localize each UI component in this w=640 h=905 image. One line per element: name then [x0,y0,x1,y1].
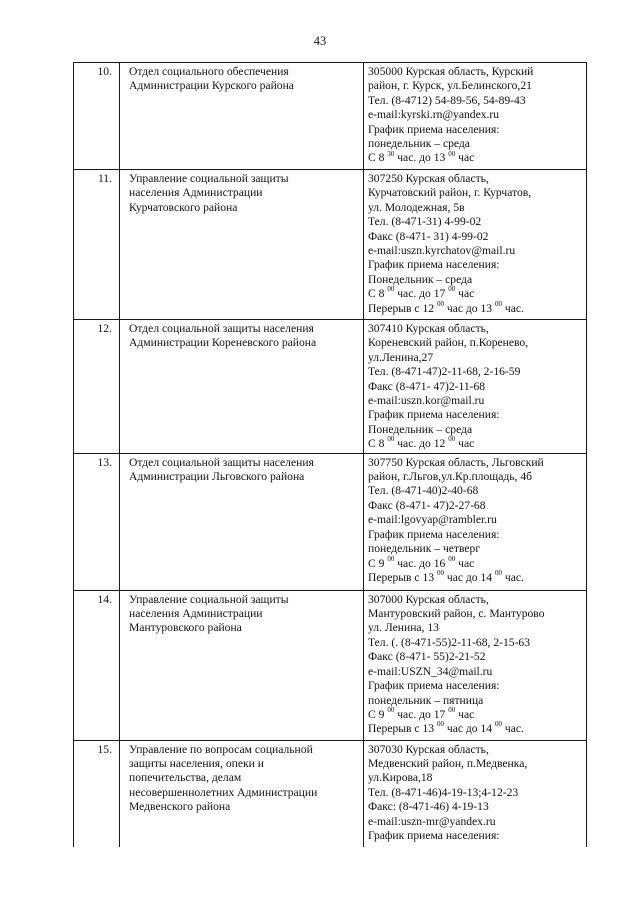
office-name-line: Отдел социальной защиты населения [129,455,314,469]
schedule-text: С 9 [368,707,388,721]
schedule-text: час. до 12 [394,437,449,451]
office-name [120,453,364,590]
table-row [74,453,587,590]
time-minutes-superscript: 00 [448,706,456,715]
row-number: 11. [74,170,120,320]
schedule-text: час. до 17 [394,287,449,301]
time-minutes-superscript: 00 [436,299,444,308]
contact-line: График приема населения: [368,258,500,272]
contact-line: График приема населения: [368,679,500,693]
contact-line: Медвенский район, п.Медвенка, [368,757,528,771]
office-name-line: Курчатовского района [129,200,238,214]
office-name-line: Администрации Льговского района [129,470,305,484]
time-minutes-superscript: 00 [448,554,456,563]
contact-line: Кореневский район, п.Коренево, [368,336,529,350]
office-name [120,170,364,320]
office-name-line: Администрации Курского района [129,79,294,93]
office-contacts [364,170,587,320]
office-contacts [364,453,587,590]
social-protection-offices-table [73,62,587,847]
contact-line [368,151,584,165]
contact-line: 307030 Курская область, [368,742,489,756]
contact-line: Тел. (8-471-31) 4-99-02 [368,215,482,229]
office-name-line: Администрации Кореневского района [129,336,317,350]
contact-line: e-mail:uszn.kyrchatov@mail.ru [368,244,516,258]
row-number: 10. [74,63,120,170]
time-minutes-superscript: 00 [436,569,444,578]
contact-line: Факс (8-471- 47)2-27-68 [368,498,486,512]
table-row [74,170,587,320]
schedule-text: час до 13 [443,301,495,315]
contact-line: понедельник – среда [368,137,470,151]
row-number: 14. [74,590,120,740]
table-body [74,63,587,847]
office-contacts [364,740,587,847]
contact-line [368,722,584,736]
contact-line: понедельник – пятница [368,693,484,707]
schedule-text: час. до 13 [394,151,449,165]
contact-line: район, г.Льгов,ул.Кр.площадь, 4б [368,470,533,484]
row-number: 15. [74,740,120,847]
contact-line: ул.Кирова,18 [368,771,433,785]
contact-line: Понедельник – среда [368,272,473,286]
schedule-text: час. [501,570,524,584]
contact-line [368,299,584,316]
contact-line [368,708,584,722]
contact-line: Факс (8-471- 55)2-21-52 [368,650,486,664]
schedule-text: Перерыв с 12 [368,301,437,315]
schedule-text: С 8 [368,437,388,451]
table-row [74,590,587,740]
office-name [120,63,364,170]
contact-line: Курчатовский район, г. Курчатов, [368,186,532,200]
schedule-text: час [455,707,475,721]
schedule-text: час [455,437,475,451]
contact-line: Факс (8-471- 47)2-11-68 [368,379,486,393]
schedule-text: час. [501,301,524,315]
office-name-line: несовершеннолетних Администрации [129,785,318,799]
contact-line: e-mail:lgovyap@rambler.ru [368,513,497,527]
office-name-line: Управление по вопросам социальной [129,742,313,756]
contact-line: район, г. Курск, ул.Белинского,21 [368,79,532,93]
office-contacts [364,590,587,740]
office-contacts [364,63,587,170]
contact-line: Понедельник – среда [368,422,473,436]
schedule-text: час [455,556,475,570]
contact-line: График приема населения: [368,829,500,843]
time-minutes-superscript: 00 [436,720,444,729]
schedule-text: Перерыв с 13 [368,570,437,584]
contact-line [368,571,584,585]
contact-line: 307410 Курская область, [368,322,489,335]
contact-line: ул. Молодежная, 5в [368,200,465,214]
schedule-text: Перерыв с 13 [368,722,437,736]
time-minutes-superscript: 00 [494,299,502,308]
contact-line: понедельник – четверг [368,542,481,556]
contact-line: Тел. (8-471-40)2-40-68 [368,484,479,498]
contact-line: e-mail:uszn.kor@mail.ru [368,394,485,408]
schedule-text: С 8 [368,287,388,301]
table-row [74,740,587,847]
schedule-text: С 9 [368,556,388,570]
contact-line: ул. Ленина, 13 [368,621,439,635]
contact-line: 305000 Курская область, Курский [368,65,534,78]
office-name-line: попечительства, делам [129,771,242,785]
schedule-text: час [455,287,475,301]
table-row [74,320,587,454]
contact-line: Тел. (8-471-46)4-19-13;4-12-23 [368,785,519,799]
contact-line: Факс (8-471- 31) 4-99-02 [368,229,489,243]
contact-line: График приема населения: [368,527,500,541]
office-name-line: Управление социальной защиты [129,172,289,185]
office-name [120,740,364,847]
time-minutes-superscript: 00 [494,720,502,729]
office-name-line: населения Администрации [129,607,263,621]
office-name-line: Отдел социального обеспечения [129,65,289,78]
office-name [120,320,364,454]
contact-line: e-mail:kyrski.rn@yandex.ru [368,108,500,122]
time-minutes-superscript: 00 [448,285,456,294]
office-name-line: Отдел социальной защиты населения [129,322,314,335]
contact-line: 307000 Курская область, [368,592,489,606]
schedule-text: час до 14 [443,722,495,736]
office-name-line: Управление социальной защиты [129,592,289,606]
contact-line [368,554,584,571]
schedule-text: час. до 17 [394,707,449,721]
contact-line [368,287,584,301]
contact-line: Мантуровский район, с. Мантурово [368,607,545,621]
office-name-line: защиты населения, опеки и [129,757,264,771]
contact-line [368,437,584,451]
contact-line: Тел. (. (8-471-55)2-11-68, 2-15-63 [368,635,531,649]
contact-line: e-mail:USZN_34@mail.ru [368,664,493,678]
time-minutes-superscript: 00 [387,285,395,294]
time-minutes-superscript: 00 [387,435,395,444]
time-minutes-superscript: 30 [387,149,395,158]
time-minutes-superscript: 00 [387,554,395,563]
contact-line: 307250 Курская область, [368,172,489,185]
row-number: 13. [74,453,120,590]
contact-line: ул.Ленина,27 [368,350,434,364]
contact-line: Тел. (8-471-47)2-11-68, 2-16-59 [368,365,521,379]
schedule-text: час [455,151,475,165]
contact-line: График приема населения: [368,408,500,422]
contact-line: e-mail:uszn-mr@yandex.ru [368,814,496,828]
contact-line: 307750 Курская область, Льговский [368,455,544,469]
office-name-line: Мантуровского района [129,621,242,635]
contact-line: Тел. (8-4712) 54-89-56, 54-89-43 [368,93,526,107]
schedule-text: час до 14 [443,570,495,584]
office-name [120,590,364,740]
time-minutes-superscript: 00 [448,435,456,444]
office-name-line: Медвенского района [129,800,231,814]
row-number: 12. [74,320,120,454]
time-minutes-superscript: 00 [387,706,395,715]
schedule-text: С 8 [368,151,388,165]
schedule-text: час. до 16 [394,556,449,570]
page-number: 43 [313,34,327,48]
office-name-line: населения Администрации [129,186,263,200]
table-row [74,63,587,170]
office-contacts [364,320,587,454]
contact-line: График приема населения: [368,122,500,136]
time-minutes-superscript: 00 [494,569,502,578]
contact-line: Факс: (8-471-46) 4-19-13 [368,800,489,814]
time-minutes-superscript: 00 [448,149,456,158]
schedule-text: час. [501,722,524,736]
